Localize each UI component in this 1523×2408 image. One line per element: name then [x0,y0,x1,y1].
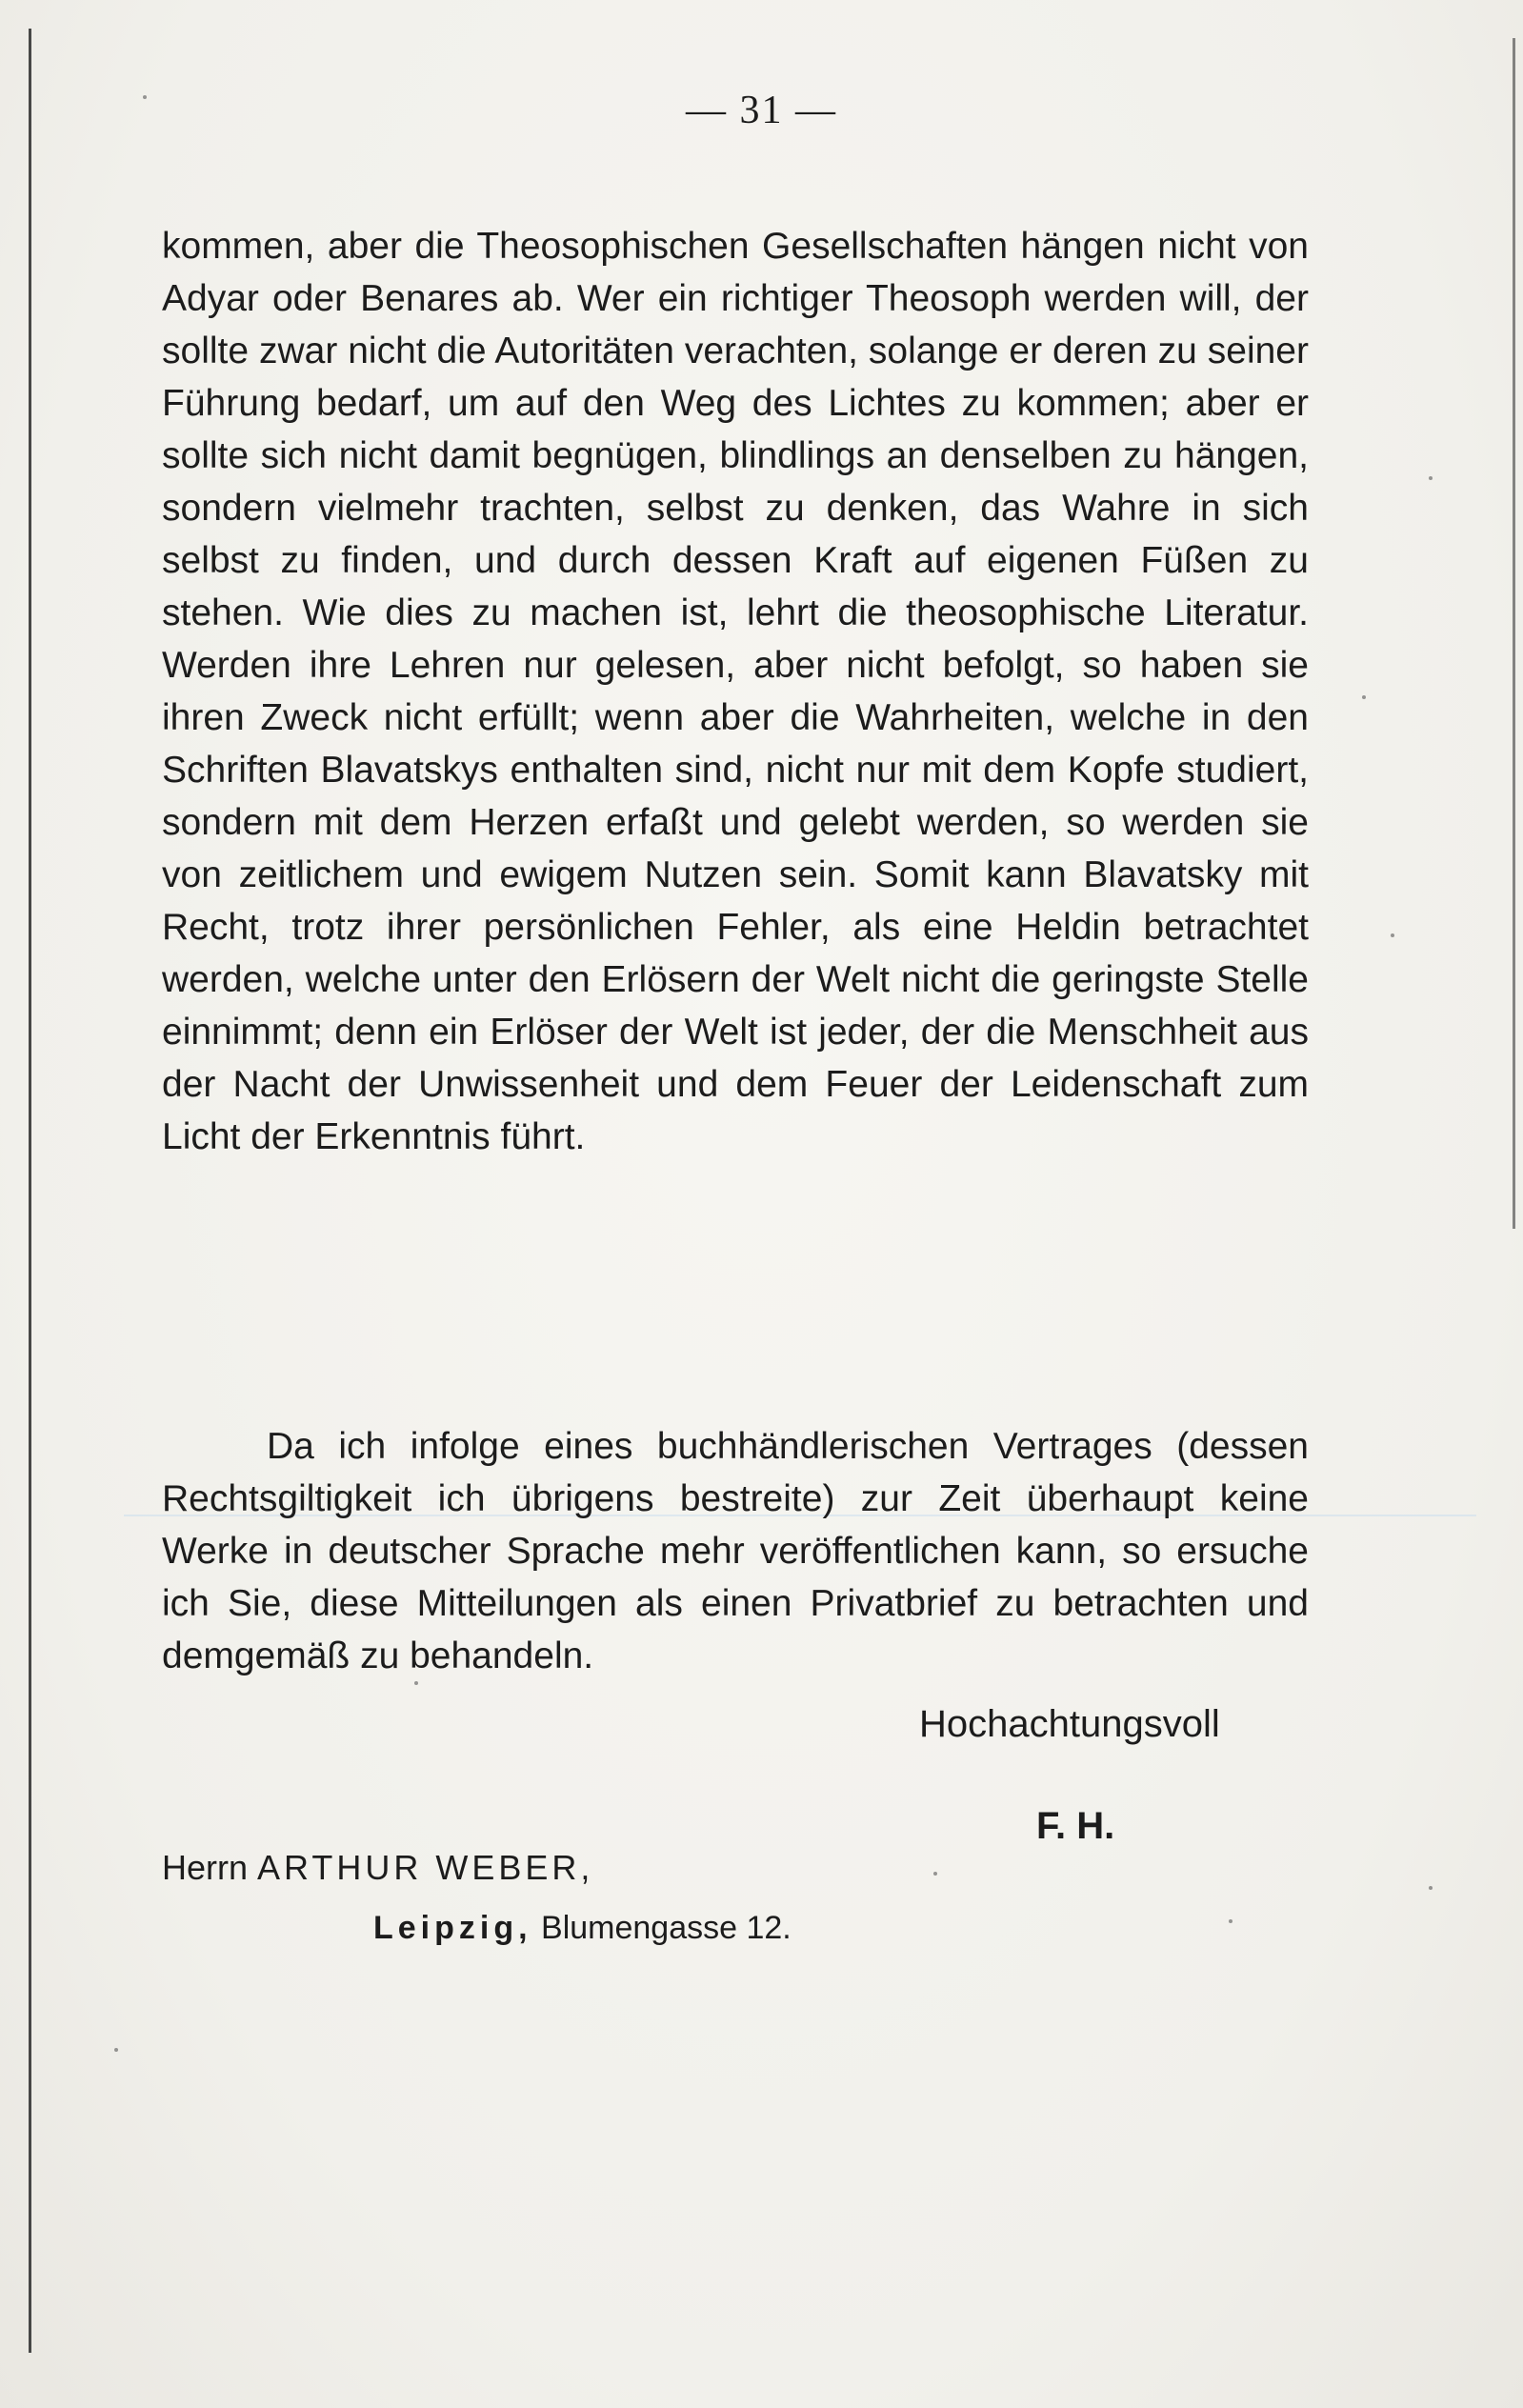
recipient-line [162,1848,593,1888]
page-number: — 31 — [686,89,837,132]
signature-initials: F. H. [1036,1805,1115,1847]
recipient-salutation: Herrn [162,1848,249,1887]
body-paragraph-2 [162,1420,1309,1682]
scan-speck [1429,476,1433,480]
recipient-address [373,1910,792,1947]
recipient-city: Leipzig, [373,1910,532,1946]
body-paragraph-2-text: Da ich infolge eines buchhändlerischen Vertrages (dessen Rechtsgiltigkeit ich übrigens bestreite) zur Zeit überhaupt keine Werke in deutscher Sprache mehr veröffentlichen kann, so ersuche ich Sie, diese Mitteilungen als einen Privatbrief zu betrachten und demgemäß zu behandeln. [162,1426,1309,1676]
scan-speck [1229,1919,1232,1923]
scan-speck [114,2048,118,2052]
scan-edge-left [29,29,31,2353]
scan-speck [1391,933,1394,937]
scan-speck [1429,1886,1433,1890]
scan-speck [933,1872,937,1876]
recipient-street: Blumengasse 12. [541,1910,792,1946]
scan-speck [1362,695,1366,699]
body-paragraph-1: kommen, aber die Theosophischen Gesellschaften hängen nicht von Adyar oder Benares ab. Wer ein richtiger Theosoph werden will, der sollte zwar nicht die Autoritäten verachten, solange er deren zu seiner Führung bedarf, um auf den Weg des Lichtes zu kommen; aber er sollte sich nicht damit begnügen, blindlings an denselben zu hängen, sondern vielmehr trachten, selbst zu denken, das Wahre in sich selbst zu finden, und durch dessen Kraft auf eigenen Füßen zu stehen. Wie dies zu machen ist, lehrt die theosophische Literatur. Werden ihre Lehren nur gelesen, aber nicht befolgt, so haben sie ihren Zweck nicht erfüllt; wenn aber die Wahrheiten, welche in den Schriften Blavatskys enthalten sind, nicht nur mit dem Kopfe studiert, sondern mit dem Herzen erfaßt und gelebt werden, so werden sie von zeitlichem und ewigem Nutzen sein. Somit kann Blavatsky mit Recht, trotz ihrer persönlichen Fehler, als eine Heldin betrachtet werden, welche unter den Erlösern der Welt nicht die geringste Stelle einnimmt; denn ein Erlöser der Welt ist jeder, der die Menschheit aus der Nacht der Unwissenheit und dem Feuer der Leidenschaft zum Licht der Erkenntnis führt. [162,226,1309,1157]
scan-speck [143,95,147,99]
scan-speck [414,1681,418,1685]
closing-phrase: Hochachtungsvoll [919,1703,1220,1745]
recipient-name: ARTHUR WEBER, [257,1848,594,1887]
scan-edge-right [1513,38,1515,1229]
